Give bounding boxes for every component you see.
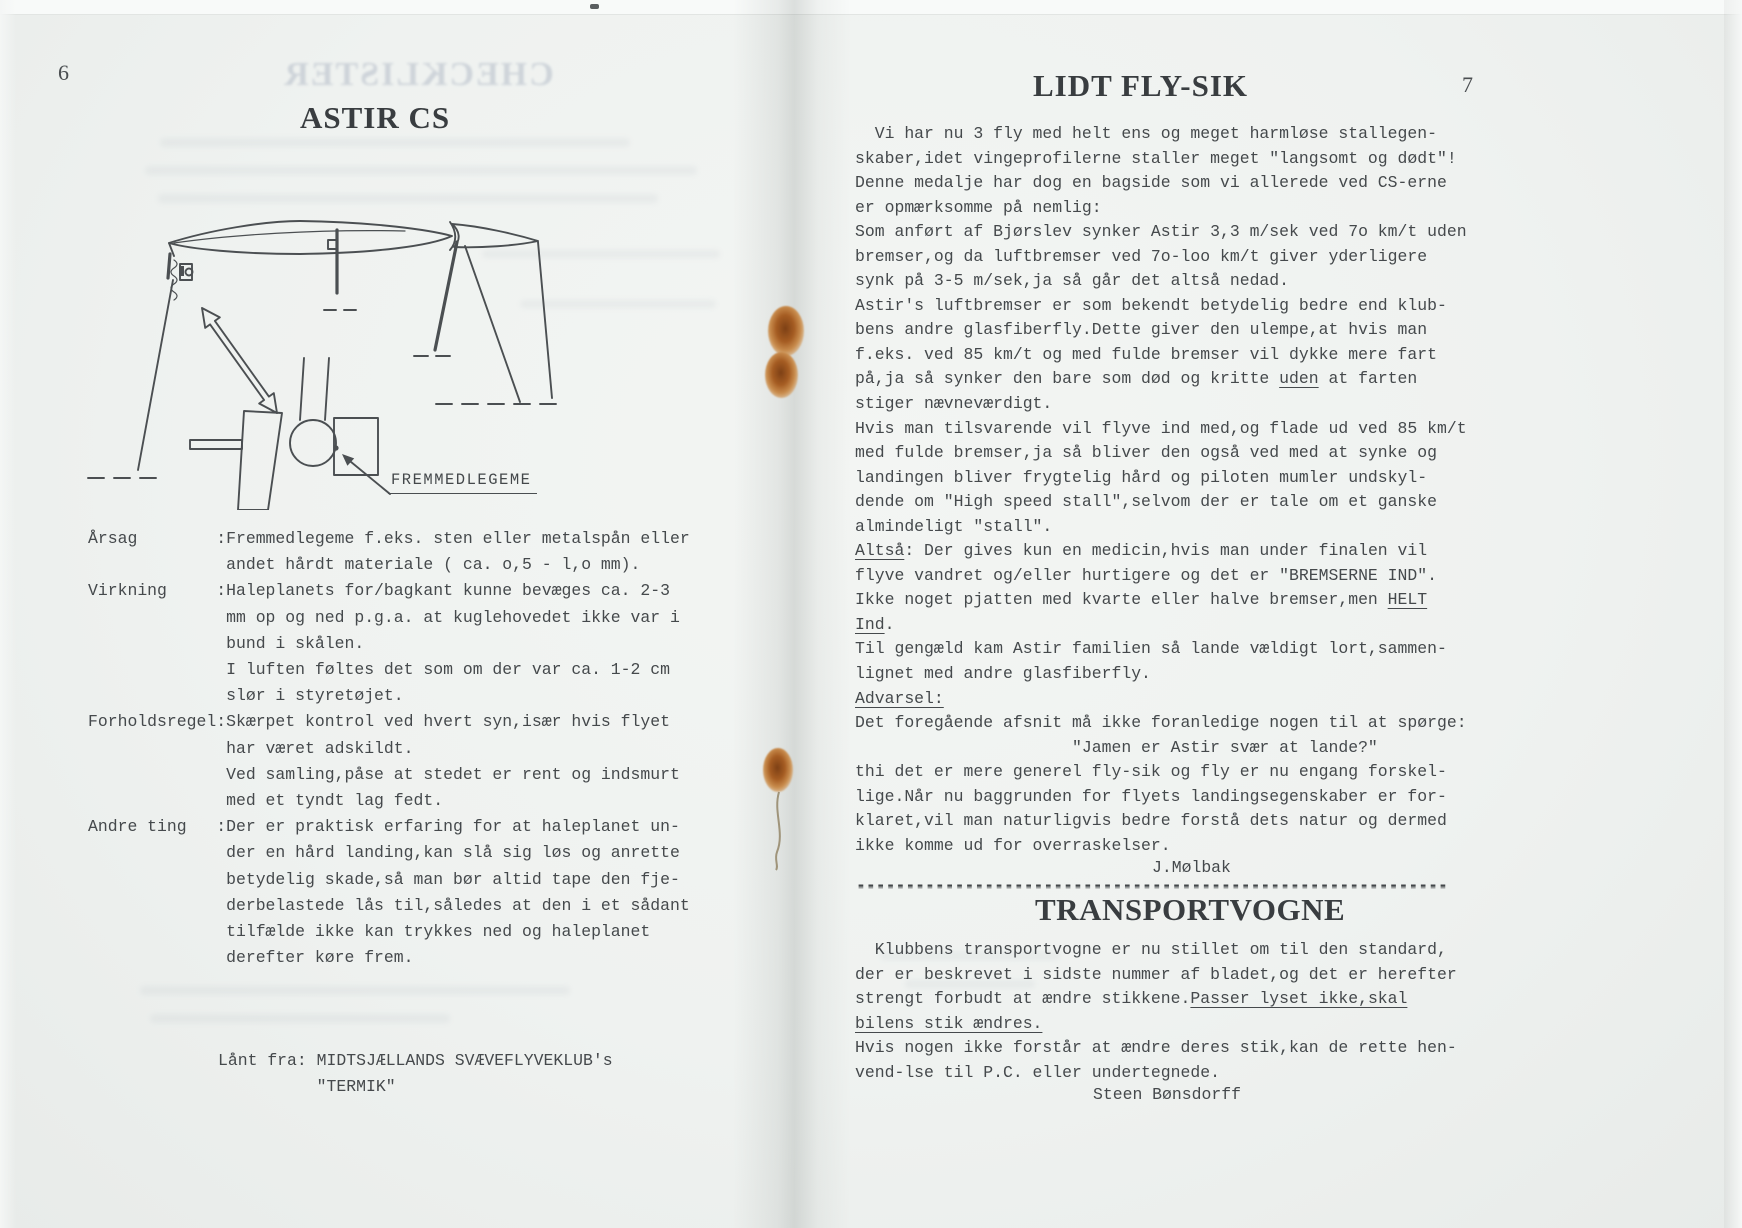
scan-speck	[590, 4, 599, 9]
text-line: mm op og ned p.g.a. at kuglehovedet ikke var i	[88, 607, 680, 627]
text-line: derbelastede lås til,således at den i et sådant	[88, 895, 690, 915]
text-line: derefter køre frem.	[88, 948, 414, 968]
text-line: har været adskildt.	[88, 738, 414, 758]
text-line: flyve vandret og/eller hurtigere og det er "BREMSERNE IND".	[855, 565, 1437, 585]
text-line: skaber,idet vingeprofilerne staller meget "langsomt og dødt"!	[855, 148, 1457, 168]
rust-stain	[768, 306, 804, 356]
text-line: Astir's luftbremser er som bekendt betydelig bedre end klub-	[855, 295, 1447, 315]
text-line: vend-lse til P.C. eller undertegnede.	[855, 1062, 1220, 1082]
text-line: thi det er mere generel fly-sik og fly er nu engang forskel-	[855, 762, 1447, 782]
figure-label: FREMMEDLEGEME	[388, 471, 537, 494]
text-line: Altså: Der gives kun en medicin,hvis man under finalen vil	[855, 541, 1428, 561]
text-line: ikke komme ud for overraskelser.	[855, 835, 1171, 855]
rust-stain	[763, 748, 793, 792]
right-page-title: LIDT FLY-SIK	[1033, 68, 1249, 103]
scan-edge-top	[0, 0, 1742, 15]
text-line: lignet med andre glasfiberfly.	[855, 664, 1151, 684]
text-line: klaret,vil man naturligvis bedre forstå dets natur og dermed	[855, 811, 1447, 831]
text-line: Hvis nogen ikke forstår at ændre deres stik,kan de rette hen-	[855, 1038, 1457, 1058]
text-line: Klubbens transportvogne er nu stillet om til den standard,	[855, 940, 1447, 959]
text-line: på,ja så synker den bare som død og kritte uden at farten	[855, 369, 1418, 389]
transport-section-title: TRANSPORTVOGNE	[1035, 892, 1346, 927]
text-line: Til gengæld kam Astir familien så lande vældigt lort,sammen-	[855, 639, 1447, 659]
text-line: Vi har nu 3 fly med helt ens og meget harmløse stallegen-	[855, 124, 1437, 143]
text-line: Årsag :Fremmedlegeme f.eks. sten eller metalspån eller	[88, 529, 690, 548]
text-line: Det foregående afsnit må ikke foranledige nogen til at spørge:	[855, 713, 1467, 733]
text-line: Denne medalje har dog en bagside som vi allerede ved CS-erne	[855, 173, 1447, 193]
text-line: dende om "High speed stall",selvom der er tale om et ganske	[855, 492, 1437, 512]
text-line: almindeligt "stall".	[855, 516, 1053, 536]
source-credit	[218, 1048, 613, 1100]
transport-byline: Steen Bønsdorff	[1093, 1085, 1241, 1104]
text-line: bund i skålen.	[88, 633, 365, 653]
right-page-number: 7	[1462, 72, 1473, 97]
text-line: Ikke noget pjatten med kvarte eller halve bremser,men HELT	[855, 590, 1428, 610]
text-line: slør i styretøjet.	[88, 686, 404, 706]
text-line: Andre ting :Der er praktisk erfaring for at haleplanet un-	[88, 817, 680, 837]
tailplane-drawing	[80, 180, 660, 510]
text-line: Hvis man tilsvarende vil flyve ind med,og flade ud ved 85 km/t	[855, 418, 1467, 438]
text-line: bens andre glasfiberfly.Dette giver den ulempe,at hvis man	[855, 320, 1428, 340]
text-line: Forholdsregel:Skærpet kontrol ved hvert syn,især hvis flyet	[88, 712, 670, 732]
gutter-shadow	[733, 0, 851, 1228]
text-line: Ved samling,påse at stedet er rent og indsmurt	[88, 764, 680, 784]
text-line: med et tyndt lag fedt.	[88, 791, 444, 811]
binding-thread	[772, 790, 788, 874]
text-line: landingen bliver frygtelig hård og piloten mumler undskyl-	[855, 467, 1428, 487]
maintenance-notes	[88, 526, 690, 971]
text-line: der er beskrevet i sidste nummer af bladet,og det er herefter	[855, 964, 1457, 984]
text-line: er opmærksomme på nemlig:	[855, 197, 1102, 217]
text-line: f.eks. ved 85 km/t og med fulde bremser vil dykke mere fart	[855, 344, 1437, 364]
text-line: Virkning :Haleplanets for/bagkant kunne bevæges ca. 2-3	[88, 581, 670, 601]
text-line: tilfælde ikke kan trykkes ned og haleplanet	[88, 922, 651, 942]
text-line: Lånt fra: MIDTSJÆLLANDS SVÆVEFLYVEKLUB's	[218, 1051, 613, 1070]
text-line: lige.Når nu baggrunden for flyets landingsegenskaber er for-	[855, 786, 1447, 806]
ghost-title: CHECKLISTER	[282, 56, 554, 93]
rust-stain	[765, 352, 798, 398]
text-line: strengt forbudt at ændre stikkene.Passer lyset ikke,skal	[855, 989, 1408, 1009]
text-line: andet hårdt materiale ( ca. o,5 - l,o mm).	[88, 555, 641, 575]
flysik-byline: J.Mølbak	[1152, 858, 1231, 877]
text-line: Ind.	[855, 614, 895, 634]
text-line: Som anført af Bjørslev synker Astir 3,3 m/sek ved 7o km/t uden	[855, 222, 1467, 242]
text-line: synk på 3-5 m/sek,ja så går det altså nedad.	[855, 271, 1290, 291]
left-page-title: ASTIR CS	[300, 100, 451, 135]
text-line: stiger nævneværdigt.	[855, 394, 1053, 414]
transport-article	[855, 938, 1457, 1085]
scan-edge-left	[0, 0, 16, 1228]
text-line: bilens stik ændres.	[855, 1013, 1043, 1033]
scan-edge-right	[1724, 0, 1742, 1228]
text-line: bremser,og da luftbremser ved 7o-loo km/t giver yderligere	[855, 246, 1428, 266]
flysik-article	[855, 122, 1467, 858]
text-line: med fulde bremser,ja så bliver den også ved med at synke og	[855, 443, 1437, 463]
section-separator: ------------------------------------------------------------	[856, 876, 1448, 895]
text-line: "TERMIK"	[218, 1077, 396, 1097]
text-line: "Jamen er Astir svær at lande?"	[855, 737, 1378, 757]
left-page-number: 6	[58, 60, 69, 85]
text-line: Advarsel:	[855, 688, 944, 708]
text-line: betydelig skade,så man bør altid tape den fje-	[88, 869, 680, 889]
text-line: I luften føltes det som om der var ca. 1-2 cm	[88, 660, 670, 680]
text-line: der en hård landing,kan slå sig løs og anrette	[88, 843, 680, 863]
